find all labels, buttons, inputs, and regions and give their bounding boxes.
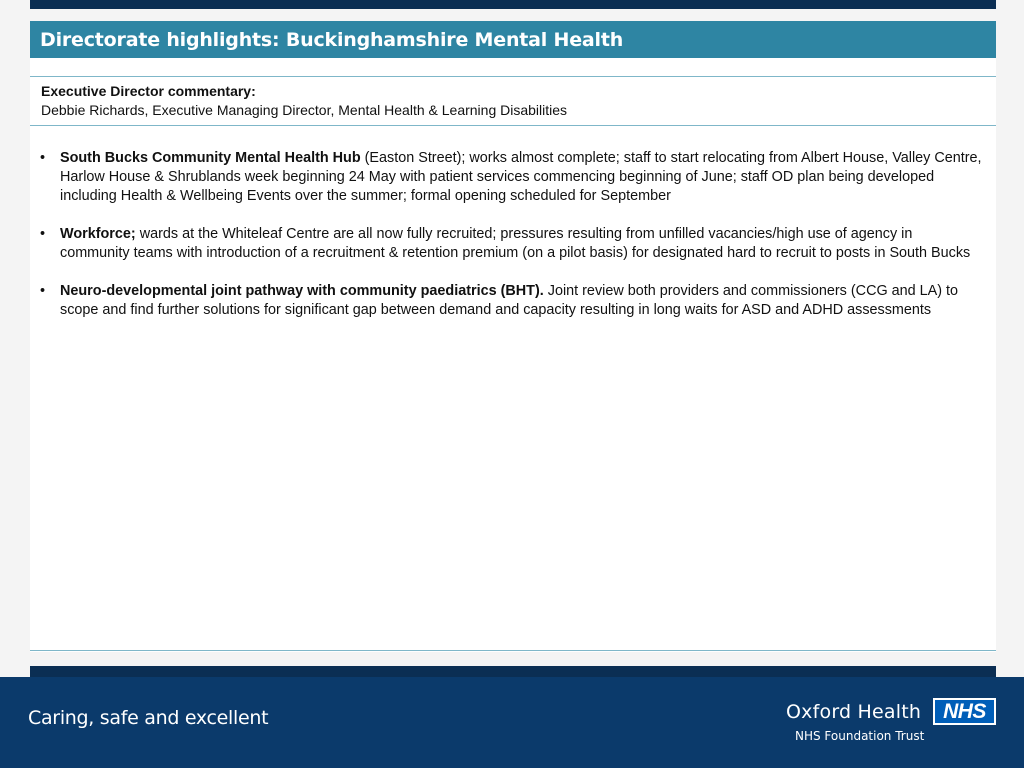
executive-commentary-title: Executive Director commentary: — [41, 83, 256, 99]
top-accent-bar — [30, 0, 996, 9]
list-item — [40, 149, 985, 206]
bullet-icon: • — [40, 150, 46, 166]
list-item-heading: Workforce; — [60, 226, 136, 242]
divider-middle — [30, 125, 996, 126]
org-subtitle: NHS Foundation Trust — [795, 729, 925, 743]
org-name-text: Oxford Health — [786, 701, 922, 723]
executive-byline: Debbie Richards, Executive Managing Director, Mental Health & Learning Disabilities — [41, 102, 568, 118]
list-item-heading: Neuro-developmental joint pathway with community paediatrics (BHT). — [60, 283, 544, 299]
footer — [0, 677, 1024, 768]
list-item — [40, 282, 985, 320]
organisation-name — [786, 701, 924, 743]
content-panel — [30, 58, 996, 652]
nhs-logo — [933, 698, 996, 725]
list-item-text: wards at the Whiteleaf Centre are all now fully recruited; pressures resulting from unfilled vacancies/high use of agency in community teams with introduction of a recruitment & retention premium (on a pilot basis) for designated hard to recruit to posts in South Bucks — [60, 226, 971, 261]
highlights-list — [40, 149, 985, 339]
page-title: Directorate highlights: Buckinghamshire Mental Health — [30, 21, 996, 58]
executive-commentary — [41, 82, 567, 120]
divider-top — [30, 76, 996, 77]
list-item-heading: South Bucks Community Mental Health Hub — [60, 150, 361, 166]
footer-tagline: Caring, safe and excellent — [28, 707, 269, 729]
nhs-logo-text: NHS — [935, 700, 994, 723]
list-item — [40, 225, 985, 263]
footer-accent-bar — [30, 666, 996, 677]
divider-bottom — [30, 650, 996, 651]
bullet-icon: • — [40, 226, 46, 242]
list-item-text: (Easton Street); works almost complete; staff to start relocating from Albert House, Valley Centre, Harlow House & Shrublands week beginning 24 May with patient services commencing beginning of June; staff OD plan being developed including Health & Wellbeing Events over the summer; formal opening scheduled for September — [60, 150, 982, 204]
list-item-text: Joint review both providers and commissioners (CCG and LA) to scope and find further solutions for significant gap between demand and capacity resulting in long waits for ASD and ADHD assessments — [60, 283, 959, 318]
bullet-icon: • — [40, 283, 46, 299]
